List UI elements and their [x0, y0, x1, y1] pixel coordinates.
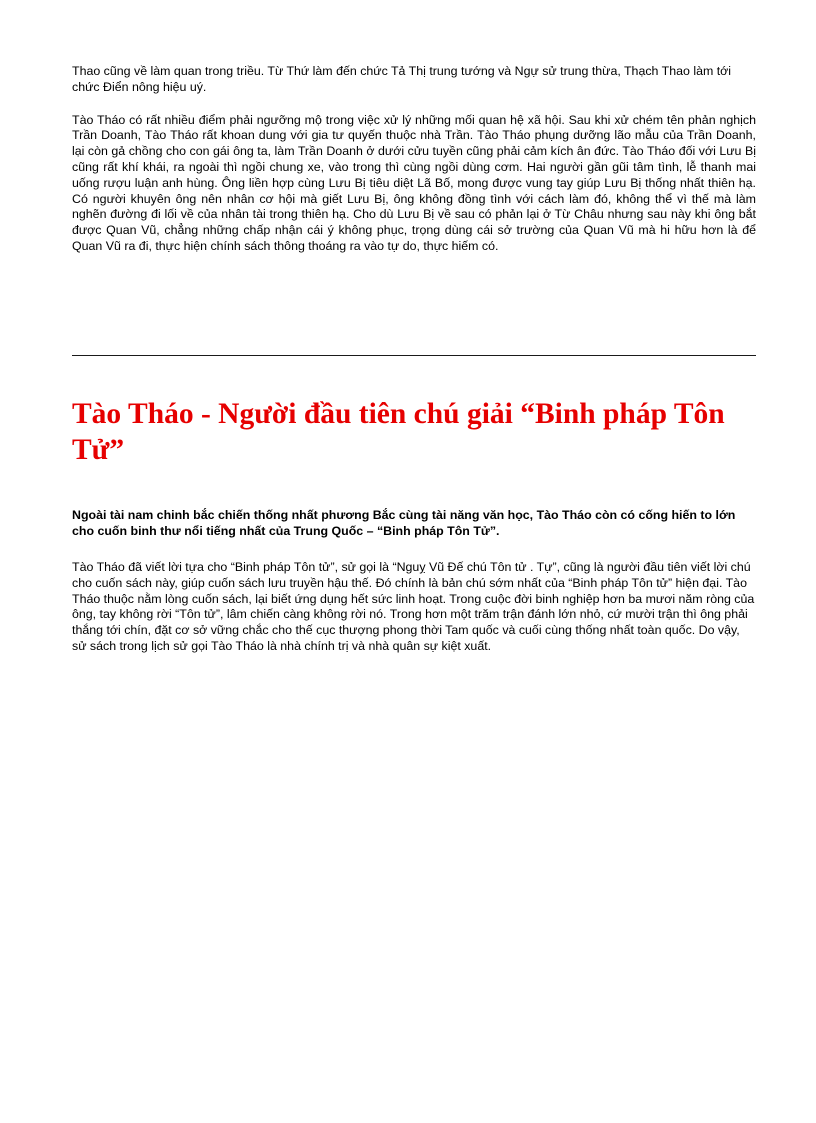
horizontal-divider [72, 355, 756, 356]
section-title: Tào Tháo - Người đầu tiên chú giải “Binh pháp Tôn Tử” [72, 398, 725, 466]
section-body [72, 560, 756, 655]
virtue-paragraph: Tào Tháo có rất nhiều điểm phải ngưỡng mộ trong việc xử lý những mối quan hệ xã hội. Sau khi xử chém tên phản nghịch Trần Doanh, Tào Tháo rất khoan dung với gia tư quyến thuộc nhà Trần. Tào Tháo phụng dưỡng lão mẫu của Trần Doanh, lại còn gả chồng cho con gái ông ta, làm Trần Doanh ở dưới cửu tuyền cũng phải cảm kích ân đức. Tào Tháo đối với Lưu Bị cũng rất khí khái, ra ngoài thì ngồi chung xe, vào trong thì cùng ngồi dùng cơm. Hai người gần gũi tâm tình, lễ thanh mai uống rượu luận anh hùng. Ông liền hợp cùng Lưu Bị tiêu diệt Lã Bố, mong được vung tay giúp Lưu Bị thống nhất thiên hạ. Có người khuyên ông nên nhân cơ hội mà giết Lưu Bị, ông không đồng tình với cách làm đó, không thể vì thế mà làm nghẽn đường đi lối về của nhân tài trong thiên hạ. Cho dù Lưu Bị về sau có phản lại ở Từ Châu nhưng sau này khi ông bắt được Quan Vũ, chẳng những chấp nhận cái ý không phục, trọng dùng cái sở trường của Quan Vũ mà hi hữu hơn là để Quan Vũ ra đi, thực hiện chính sách thông thoáng ra vào tự do, thực hiếm có. [72, 112, 756, 253]
lead-paragraph: Ngoài tài nam chinh bắc chiến thống nhất phương Bắc cùng tài năng văn học, Tào Tháo còn có cống hiến to lớn cho cuốn binh thư nổi tiếng nhất của Trung Quốc – “Binh pháp Tôn Tử”. [72, 508, 736, 538]
intro-paragraph: Thao cũng về làm quan trong triều. Từ Thứ làm đến chức Tả Thị trung tướng và Ngự sử trung thừa, Thạch Thao làm tới chức Điển nông hiệu uý. [72, 64, 732, 94]
closing-paragraph: Tào Tháo đã viết lời tựa cho “Binh pháp Tôn tử”, sử gọi là “Nguỵ Vũ Đế chú Tôn tử . Tự”, cũng là người đầu tiên viết lời chú cho cuốn sách này, giúp cuốn sách lưu truyền hậu thế. Đó chính là bản chú sớm nhất của “Binh pháp Tôn tử” hiện đại. Tào Tháo thuộc nằm lòng cuốn sách, lại biết ứng dụng hết sức linh hoạt. Trong cuộc đời binh nghiệp hơn ba mươi năm ròng của ông, tay không rời “Tôn tử”, lâm chiến càng không rời nó. Trong hơn một trăm trận đánh lớn nhỏ, cứ mười trận thì ông phải thắng tới chín, đặt cơ sở vững chắc cho thế cục thượng phong thời Tam quốc và cuối cùng thống nhất toàn quốc. Do vậy, sử sách trong lịch sử gọi Tào Tháo là nhà chính trị và nhà quân sự kiệt xuất. [72, 560, 755, 653]
document-page [72, 64, 756, 255]
